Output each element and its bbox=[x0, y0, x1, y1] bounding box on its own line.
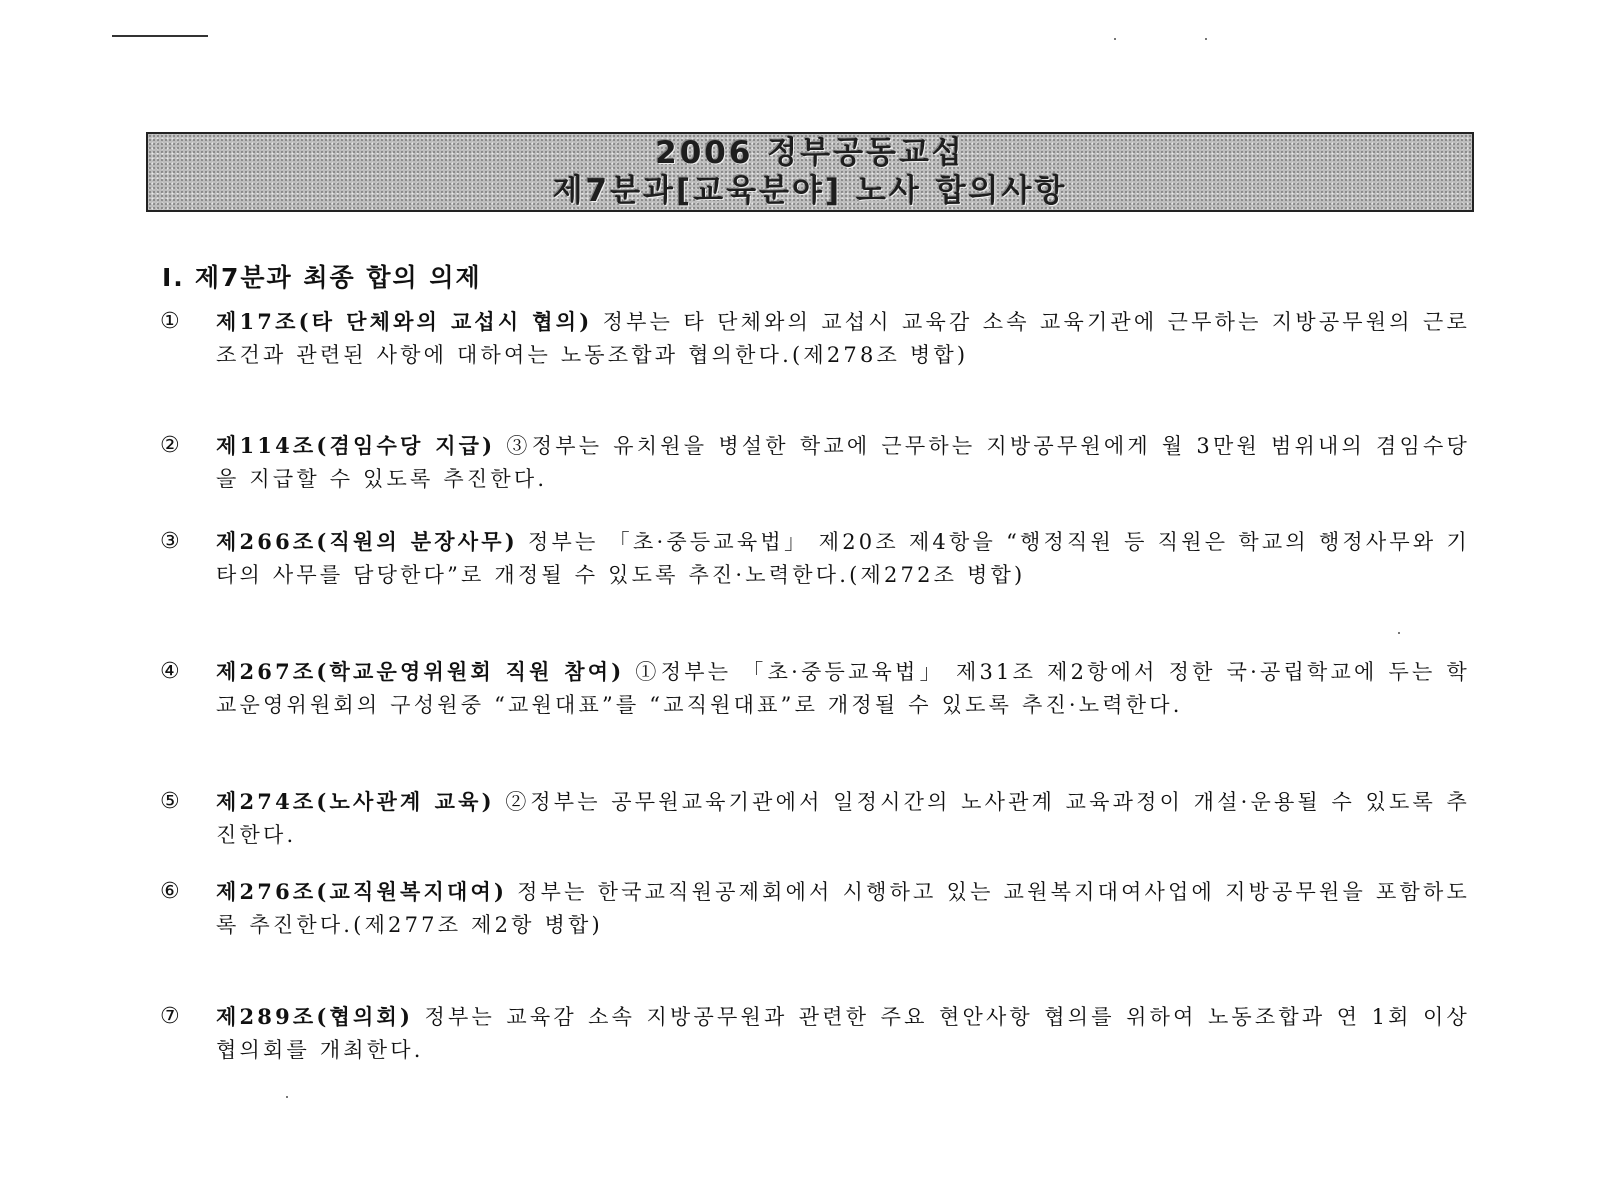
item-article-heading: 제114조(겸임수당 지급) bbox=[216, 433, 496, 458]
item-body bbox=[216, 655, 1470, 722]
scan-artifact-dot bbox=[1114, 38, 1116, 40]
section-heading bbox=[162, 258, 482, 294]
item-text: 정부는 한국교직원공제회에서 시행하고 있는 교원복지대여사업에 지방공무원을 포함하도록 추진한다.(제277조 제2항 병합) bbox=[216, 880, 1470, 937]
item-text: 정부는 교육감 소속 지방공무원과 관련한 주요 현안사항 협의를 위하여 노동조합과 연 1회 이상 협의회를 개최한다. bbox=[216, 1005, 1470, 1062]
item-article-heading: 제17조(타 단체와의 교섭시 협의) bbox=[216, 309, 593, 334]
agreement-item bbox=[160, 525, 1470, 592]
item-body bbox=[216, 525, 1470, 592]
item-body bbox=[216, 1000, 1470, 1067]
item-body bbox=[216, 785, 1470, 852]
document-title-banner bbox=[146, 132, 1474, 212]
item-number-marker: ② bbox=[160, 433, 180, 458]
item-number-marker: ④ bbox=[160, 659, 180, 684]
item-text: 정부는 「초·중등교육법」 제20조 제4항을 “행정직원 등 직원은 학교의 행정사무와 기타의 사무를 담당한다”로 개정될 수 있도록 추진·노력한다.(제272조 병합) bbox=[216, 530, 1470, 587]
agreement-item bbox=[160, 429, 1470, 496]
item-article-heading: 제266조(직원의 분장사무) bbox=[216, 529, 518, 554]
item-number-marker: ⑤ bbox=[160, 789, 180, 814]
item-number-marker: ⑥ bbox=[160, 879, 180, 904]
section-number: Ⅰ. bbox=[162, 263, 185, 292]
item-article-heading: 제274조(노사관계 교육) bbox=[216, 789, 495, 814]
item-body bbox=[216, 429, 1470, 496]
item-number-marker: ⑦ bbox=[160, 1004, 180, 1029]
item-text: ①정부는 「초·중등교육법」 제31조 제2항에서 정한 국·공립학교에 두는 학교운영위원회의 구성원중 “교원대표”를 “교직원대표”로 개정될 수 있도록 추진·노력한다. bbox=[216, 660, 1470, 717]
agreement-item bbox=[160, 305, 1470, 372]
agreement-item bbox=[160, 875, 1470, 942]
document-title-line-2: 제7분과[교육분야] 노사 합의사항 bbox=[552, 173, 1068, 209]
scan-artifact-line bbox=[112, 35, 208, 37]
scan-artifact-dot bbox=[1398, 632, 1400, 634]
item-article-heading: 제289조(협의회) bbox=[216, 1004, 414, 1029]
document-title-line-1: 2006 정부공동교섭 bbox=[655, 135, 965, 171]
agreement-item bbox=[160, 655, 1470, 722]
scan-artifact-dot bbox=[1205, 38, 1207, 40]
item-text: 정부는 타 단체와의 교섭시 교육감 소속 교육기관에 근무하는 지방공무원의 근로조건과 관련된 사항에 대하여는 노동조합과 협의한다.(제278조 병합) bbox=[216, 310, 1470, 367]
item-number-marker: ③ bbox=[160, 529, 180, 554]
item-article-heading: 제267조(학교운영위원회 직원 참여) bbox=[216, 659, 625, 684]
item-text: ③정부는 유치원을 병설한 학교에 근무하는 지방공무원에게 월 3만원 범위내의 겸임수당을 지급할 수 있도록 추진한다. bbox=[216, 434, 1470, 491]
scan-artifact-dot bbox=[286, 1096, 288, 1098]
item-body bbox=[216, 305, 1470, 372]
agreement-item bbox=[160, 785, 1470, 852]
item-article-heading: 제276조(교직원복지대여) bbox=[216, 879, 508, 904]
section-title: 제7분과 최종 합의 의제 bbox=[194, 263, 482, 292]
item-number-marker: ① bbox=[160, 309, 180, 334]
item-body bbox=[216, 875, 1470, 942]
agreement-item bbox=[160, 1000, 1470, 1067]
item-text: ②정부는 공무원교육기관에서 일정시간의 노사관계 교육과정이 개설·운용될 수 있도록 추진한다. bbox=[216, 790, 1471, 847]
